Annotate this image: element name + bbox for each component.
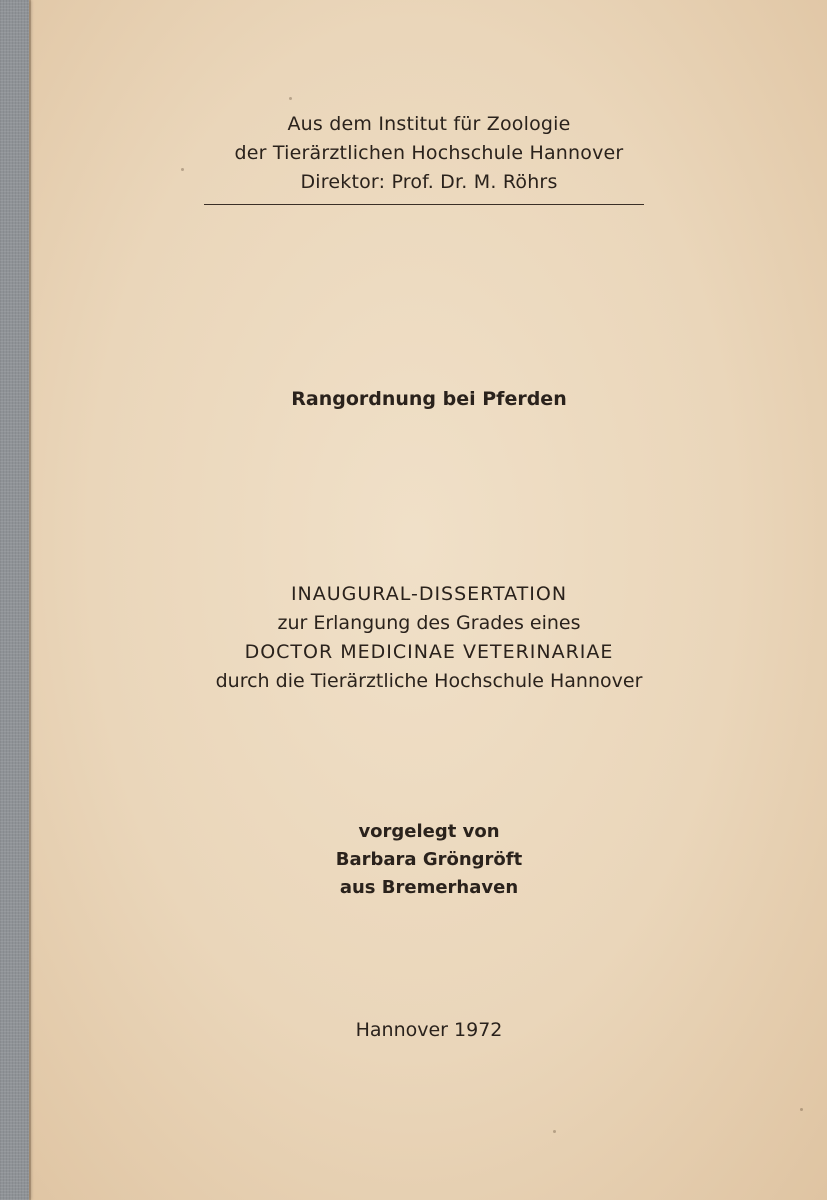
paper-speck (800, 1108, 803, 1111)
header-rule (204, 204, 644, 205)
paper-speck (553, 1130, 556, 1133)
awarding-institution: durch die Tierärztliche Hochschule Hannover (215, 670, 643, 692)
dissertation-title: Rangordnung bei Pferden (291, 388, 567, 410)
dissertation-title-block (31, 386, 827, 412)
place-year: Hannover 1972 (355, 1019, 503, 1041)
author-block (31, 818, 827, 902)
submitted-by: vorgelegt von (358, 821, 500, 842)
degree-purpose: zur Erlangung des Grades eines (277, 612, 581, 634)
director-line: Direktor: Prof. Dr. M. Röhrs (300, 171, 558, 193)
school-line: der Tierärztlichen Hochschule Hannover (234, 142, 624, 164)
institute-header (31, 110, 827, 197)
institute-line: Aus dem Institut für Zoologie (287, 113, 571, 135)
degree-statement (31, 580, 827, 696)
author-origin: aus Bremerhaven (339, 877, 519, 898)
dissertation-type: INAUGURAL-DISSERTATION (290, 583, 568, 605)
place-year-block (31, 1017, 827, 1043)
degree-name: DOCTOR MEDICINAE VETERINARIAE (244, 641, 614, 663)
paper-speck (181, 168, 184, 171)
author-name: Barbara Gröngröft (335, 849, 523, 870)
paper-speck (289, 97, 292, 100)
binding-spine (0, 0, 29, 1200)
